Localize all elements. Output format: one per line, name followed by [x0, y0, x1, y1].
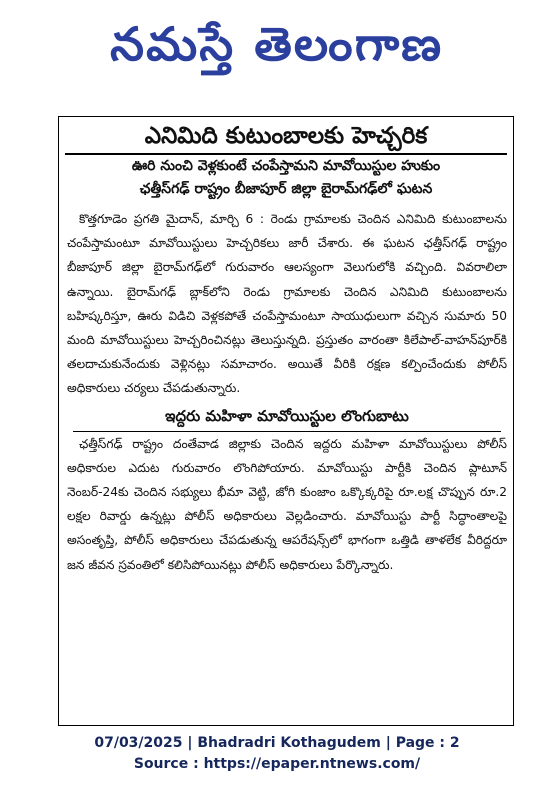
article-clipping — [58, 116, 514, 726]
footer-source-line: Source : https://epaper.ntnews.com/ — [133, 756, 421, 772]
article-paragraph-2: ఛత్తీస్‌గఢ్ రాష్ట్రం దంతేవాడ జిల్లాకు చెందిన ఇద్దరు మహిళా మావోయిస్టులు పోలీస్ అధికారుల ఎదుట గురువారం లొంగిపోయారు. మావోయిస్టు పార్టీకి చెందిన ప్లాటూన్ నెంబర్-24కు చెందిన సభ్యులు భీమా వెట్టి, జోగి కుంజాం ఒక్కొక్కరిపై రూ.లక్ష చొప్పున రూ.2 లక్షల రివార్డు ఉన్నట్లు పోలీస్ అధికారులు వెల్లడించారు. మావోయిస్టు పార్టీ సిద్ధాంతాలపై అసంతృప్తి, పోలీస్ అధికారులు చేపడుతున్న ఆపరేషన్స్‌లో భాగంగా ఒత్తిడి తాళలేక వీరిద్దరూ జన జీవన స్రవంతిలో కలిసిపోయినట్లు పోలీస్ అధికారులు పేర్కొన్నారు. — [67, 436, 507, 572]
article-subhead-2: ఛత్తీస్‌గఢ్ రాష్ట్రం బీజాపూర్ జిల్లా బైరామ్‌గఢ్‌లో ఘటన — [139, 181, 433, 197]
page-footer — [0, 733, 554, 775]
masthead — [0, 0, 554, 100]
newspaper-logo: నమస్తే తెలంగాణ — [110, 17, 444, 71]
footer-edition-line: 07/03/2025 | Bhadradri Kothagudem | Page : 2 — [94, 735, 460, 751]
article-subhead-1: ఊరి నుంచి వెళ్లకుంటే చంపేస్తామని మావోయిస్టుల హుకుం — [131, 158, 441, 174]
article-body — [67, 207, 507, 577]
article-headline: ఎనిమిది కుటుంబాలకు హెచ్చరిక — [144, 123, 428, 149]
article-subheading: ఇద్దరు మహిళా మావోయిస్టుల లొంగుబాటు — [165, 406, 409, 425]
article-paragraph-1: కొత్తగూడెం ప్రగతి మైదాన్, మార్చి 6 : రెండు గ్రామాలకు చెందిన ఎనిమిది కుటుంబాలను చంపేస్తామంటూ మావోయిస్టులు హెచ్చరికలు జారీ చేశారు. ఈ ఘటన ఛత్తీస్‌గఢ్ రాష్ట్రం బీజాపూర్ జిల్లా బైరామ్‌గఢ్‌లో గురువారం ఆలస్యంగా వెలుగులోకి వచ్చింది. వివరాలిలా ఉన్నాయి. బైరామ్‌గఢ్ బ్లాక్‌లోని రెండు గ్రామాలకు చెందిన ఎనిమిది కుటుంబాలను బహిష్కరిస్తూ, ఊరు విడిచి వెళ్లకపోతే చంపేస్తామంటూ సాయుధులుగా వచ్చిన సుమారు 50 మంది మావోయిస్టులు హెచ్చరించినట్లు తెలుస్తున్నది. ప్రస్తుతం వారంతా కిలేపాల్-వాహన్‌పూర్‌కి తలదాచుకునేందుకు వెళ్లినట్లు సమాచారం. అయితే వీరికి రక్షణ కల్పించేందుకు పోలీస్ అధికారులు చర్యలు చేపడుతున్నారు. — [67, 212, 507, 396]
